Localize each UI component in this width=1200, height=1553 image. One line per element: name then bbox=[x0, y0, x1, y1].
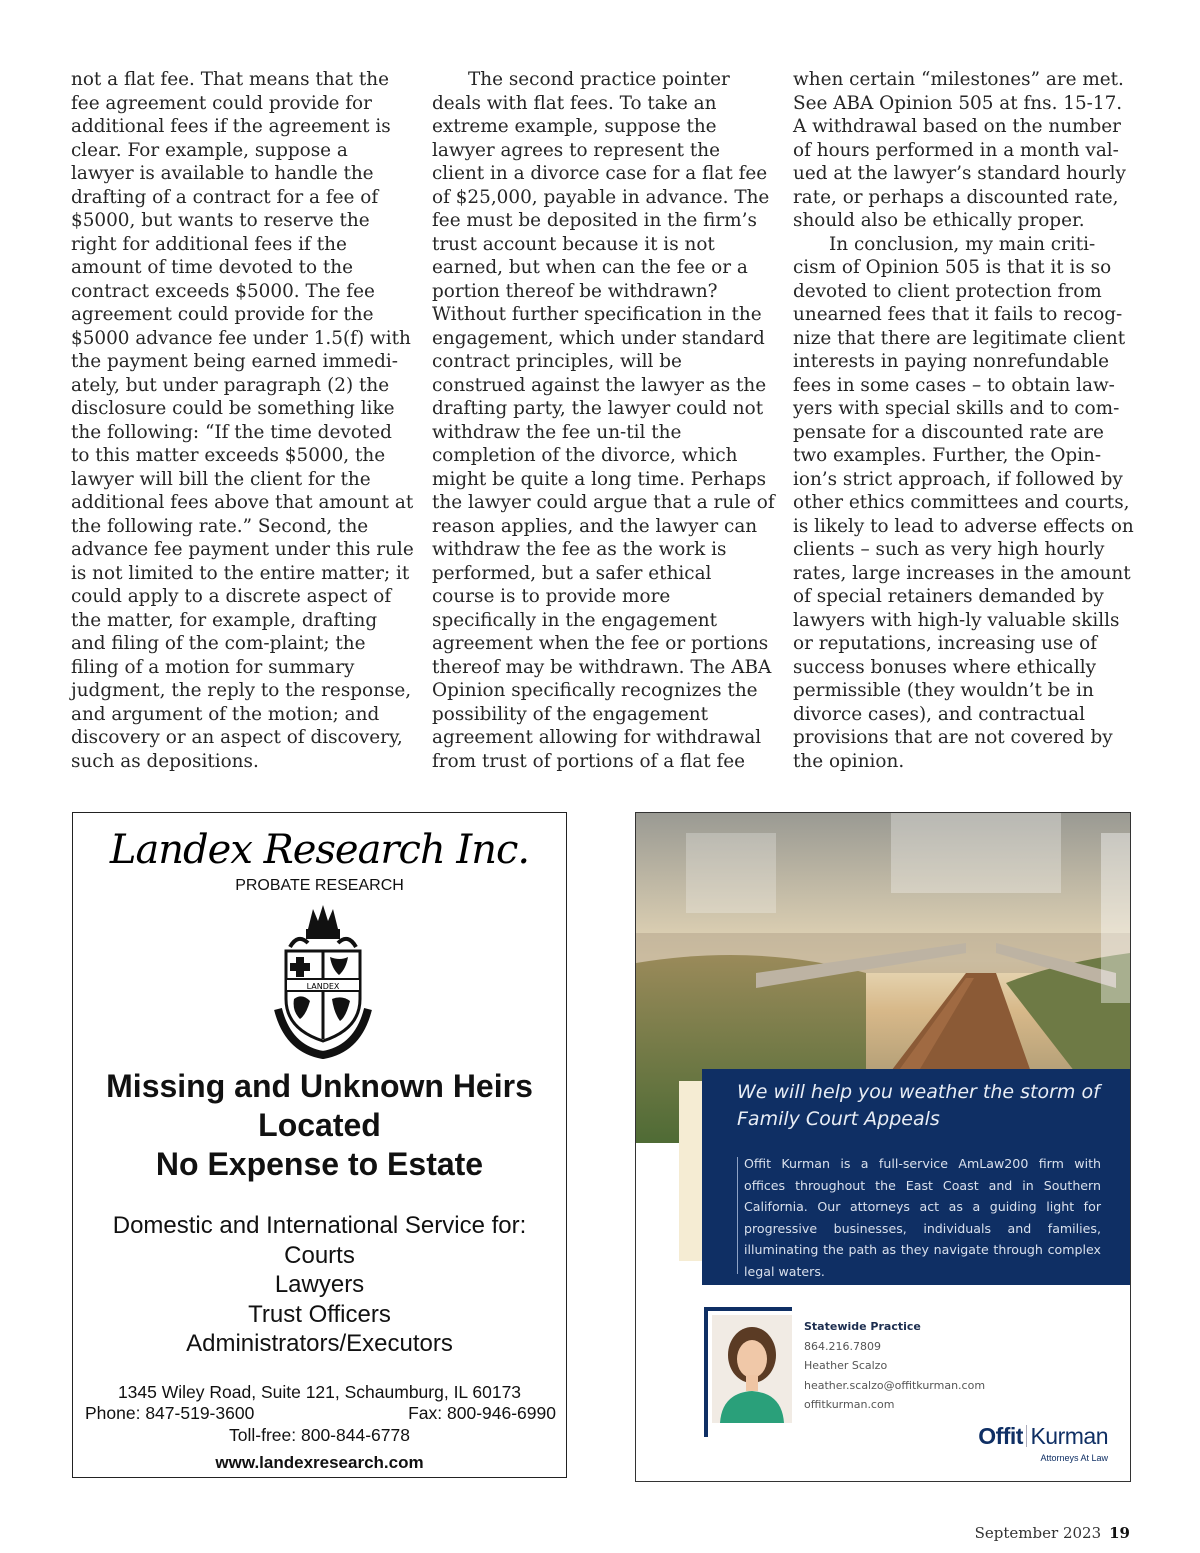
landex-service-item: Trust Officers bbox=[248, 1300, 391, 1328]
portrait-frame bbox=[704, 1307, 792, 1311]
landex-address: 1345 Wiley Road, Suite 121, Schaumburg, IL 60173 bbox=[117, 1382, 522, 1402]
landex-advertisement bbox=[72, 812, 567, 1478]
decorative-cream-bar bbox=[679, 1081, 704, 1261]
logo-offit: Offit bbox=[978, 1423, 1023, 1449]
landex-headline-line: Missing and Unknown Heirs bbox=[106, 1068, 533, 1104]
offit-tagline: We will help you weather the storm of Family Court Appeals bbox=[737, 1081, 1100, 1130]
page-number: 19 bbox=[1109, 1524, 1130, 1542]
landex-headline-line: No Expense to Estate bbox=[155, 1146, 484, 1182]
offit-blurb: Offit Kurman is a full-service AmLaw200 firm with offices throughout the East Coast and in Southern California. Our attorneys act as a guiding light for progressive businesses, individuals and families, illuminating the path as they navigate through complex legal waters. bbox=[744, 1156, 1101, 1279]
contact-website-link[interactable]: offitkurman.com bbox=[804, 1398, 895, 1411]
logo-kurman: Kurman bbox=[1030, 1423, 1108, 1449]
logo-divider bbox=[1026, 1425, 1028, 1447]
landex-headline bbox=[73, 1067, 566, 1184]
logo-subtitle: Attorneys At Law bbox=[1040, 1453, 1108, 1463]
article-column-3 bbox=[793, 68, 1138, 773]
offit-contact-block bbox=[804, 1317, 985, 1415]
landex-website-link[interactable]: www.landexresearch.com bbox=[215, 1453, 424, 1472]
landex-service-item: Lawyers bbox=[274, 1271, 365, 1298]
contact-email-link[interactable]: heather.scalzo@offitkurman.com bbox=[804, 1378, 986, 1392]
contact-title: Statewide Practice bbox=[804, 1320, 921, 1333]
landex-services-intro: Domestic and International Service for: bbox=[112, 1212, 527, 1239]
landex-subtitle: PROBATE RESEARCH bbox=[235, 877, 404, 894]
divider bbox=[737, 1157, 738, 1274]
article-paragraph: when certain “milestones” are met. See ABA Opinion 505 at fns. 15-17. A withdrawal based on the number of hours performed in a month val-ued at the lawyer’s standard hourly rate, or perhaps a discounted rate, should also be ethically proper. bbox=[793, 69, 1126, 231]
landex-headline-line: Located bbox=[258, 1107, 381, 1143]
offit-message-panel bbox=[702, 1069, 1130, 1285]
portrait-frame bbox=[704, 1307, 708, 1437]
landex-fax: Fax: 800-946-6990 bbox=[408, 1403, 556, 1423]
landex-service-item: Administrators/Executors bbox=[186, 1330, 453, 1357]
article-paragraph: not a flat fee. That means that the fee agreement could provide for additional fees if the agreement is clear. For example, suppose a lawyer is available to handle the drafting of a contract for a fee of $5000, but wants to reserve the right for additional fees if the amount of time devoted to the contract exceeds $5000. The fee agreement could provide for the $5000 advance fee under 1.5(f) with the payment being earned immedi-ately, but under paragraph (2) the disclosure could be something like the following: “If the time devoted to this matter exceeds $5000, the lawyer will bill the client for the additional fees above that amount at the following rate.” Second, the advance fee payment under this rule is not limited to the entire matter; it could apply to a discrete aspect of the matter, for example, drafting and filing of the com-plaint; the filing of a motion for summary judgment, the reply to the response, and argument of the motion; and discovery or an aspect of discovery, such as depositions. bbox=[71, 69, 414, 772]
contact-name: Heather Scalzo bbox=[804, 1359, 888, 1372]
issue-date: September 2023 bbox=[974, 1524, 1102, 1542]
svg-text:LANDEX: LANDEX bbox=[306, 982, 340, 991]
article-paragraph: The second practice pointer deals with flat fees. To take an extreme example, suppose the lawyer agrees to represent the client in a divorce case for a flat fee of $25,000, payable in advance. The fee must be deposited in the firm’s trust account because it is not earned, but when can the fee or a portion thereof be withdrawn? Without further specification in the engagement, which under standard contract principles, will be construed against the lawyer as the drafting party, the lawyer could not withdraw the fee un-til the completion of the divorce, which might be quite a long time. Perhaps the lawyer could argue that a rule of reason applies, and the lawyer can withdraw the fee as the work is performed, but a safer ethical course is to provide more specifically in the engagement agreement when the fee or portions thereof may be withdrawn. The ABA Opinion specifically recognizes the possibility of the engagement agreement allowing for withdrawal from trust of portions of a flat fee bbox=[432, 69, 775, 772]
landex-crest-icon bbox=[268, 899, 378, 1061]
article-paragraph: In conclusion, my main criti-cism of Opinion 505 is that it is so devoted to client protection from unearned fees that it fails to recog-nize that there are legitimate client interests in paying nonrefundable fees in some cases – to obtain law-yers with special skills and to com-pensate for a discounted rate are two examples. Further, the Opin-ion’s strict approach, if followed by other ethics committees and courts, is likely to lead to adverse effects on clients – such as very high hourly rates, large increases in the amount of special retainers demanded by lawyers with high-ly valuable skills or reputations, increasing use of success bonuses where ethically permissible (they wouldn’t be in divorce cases), and contractual provisions that are not covered by the opinion. bbox=[793, 233, 1134, 772]
article-column-2 bbox=[432, 68, 777, 773]
landex-services bbox=[73, 1211, 566, 1359]
landex-logo-wordmark: Landex Research Inc. bbox=[109, 827, 530, 873]
landex-tollfree: Toll-free: 800-844-6778 bbox=[229, 1425, 410, 1445]
page-footer bbox=[975, 1524, 1130, 1542]
landex-service-item: Courts bbox=[284, 1241, 355, 1269]
attorney-portrait-image bbox=[712, 1315, 792, 1423]
offit-kurman-logo bbox=[978, 1423, 1108, 1450]
offit-kurman-advertisement bbox=[635, 812, 1131, 1482]
landex-phone-row bbox=[85, 1403, 556, 1424]
article-column-1 bbox=[71, 68, 416, 773]
landex-phone: Phone: 847-519-3600 bbox=[85, 1403, 255, 1423]
contact-phone[interactable]: 864.216.7809 bbox=[804, 1339, 881, 1353]
